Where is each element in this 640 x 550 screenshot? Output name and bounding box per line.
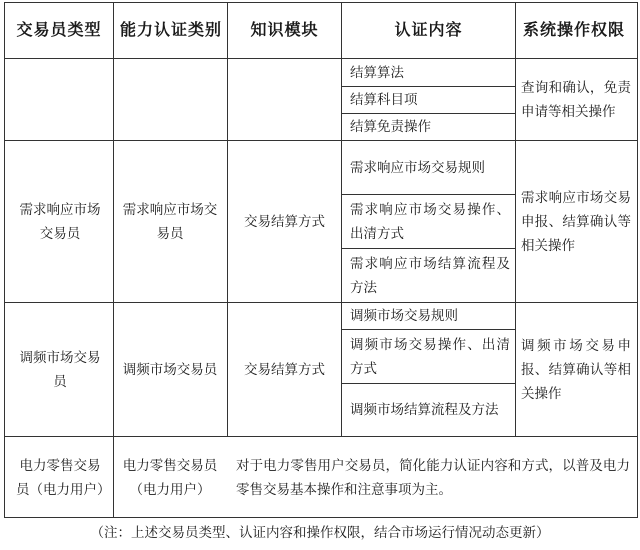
trader-type-cell: 电力零售交易员（电力用户） [16, 457, 111, 498]
trader-type-cell: 调频市场交易员 [19, 349, 101, 390]
cert-category-cell: 需求响应市场交易员 [122, 201, 218, 242]
header-trader-type: 交易员类型 [16, 20, 102, 39]
permission-cell: 调频市场交易申报、结算确认等相关操作 [521, 337, 631, 402]
content-cell: 调频市场结算流程及方法 [350, 402, 499, 418]
content-cell: 调频市场交易规则 [350, 308, 458, 324]
content-cell: 结算免责操作 [350, 119, 431, 135]
permission-cell: 查询和确认，免责申请等相关操作 [521, 79, 631, 120]
header-permission: 系统操作权限 [522, 20, 625, 39]
footnote: （注：上述交易员类型、认证内容和操作权限，结合市场运行情况动态更新） [90, 525, 550, 541]
module-cell: 交易结算方式 [244, 213, 325, 230]
column-divider [113, 2, 114, 518]
column-divider [515, 2, 516, 436]
content-cell: 需求响应市场结算流程及方法 [350, 255, 510, 296]
content-cell: 需求响应市场交易规则 [350, 159, 485, 176]
header-content: 认证内容 [394, 20, 463, 39]
content-cell: 结算算法 [350, 64, 404, 81]
header-module: 知识模块 [250, 20, 319, 39]
permission-cell: 需求响应市场交易申报、结算确认等相关操作 [521, 189, 631, 254]
header-cert-category: 能力认证类别 [120, 20, 223, 39]
cert-category-cell: 调频市场交易员 [122, 361, 218, 378]
content-cell: 结算科目项 [350, 92, 418, 108]
content-cell: 需求响应市场交易操作、出清方式 [350, 201, 510, 242]
trader-type-cell: 需求响应市场交易员 [19, 201, 101, 242]
merged-description-cell: 对于电力零售用户交易员，简化能力认证内容和方式，以普及电力零售交易基本操作和注意事项为主。 [236, 457, 630, 498]
content-cell: 调频市场交易操作、出清方式 [350, 336, 510, 377]
cert-category-cell: 电力零售交易员（电力用户） [122, 457, 218, 498]
module-cell: 交易结算方式 [244, 361, 325, 378]
